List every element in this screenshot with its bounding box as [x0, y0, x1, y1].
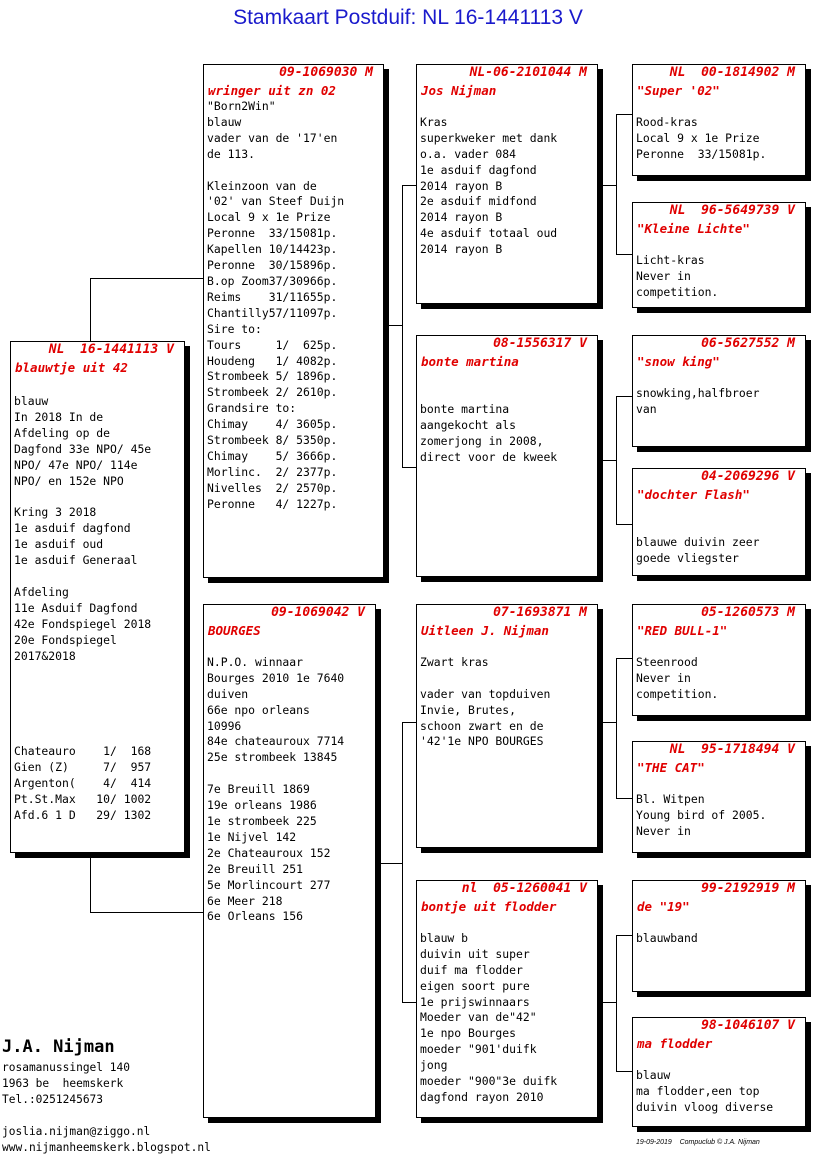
owner-address: rosamanussingel 140 1963 be heemskerk Tel.:0251245673 [2, 1061, 130, 1106]
pigeon-details: blauw In 2018 In de Afdeling op de Dagfond 33e NPO/ 45e NPO/ 47e NPO/ 114e NPO/ en 152e NPO Kring 3 2018 1e asduif dagfond 1e asduif oud 1e asduif Generaal Afdeling 11e Asduif Dagfond 42e Fondspiegel 2018 20e Fondspiegel 2017&2018 Chateauro 1/ 168 Gien (Z) 7/ 957 Argenton( 4/ 414 Pt.St.Max 10/ 1002 Afd.6 1 D 29/ 1302 [14, 394, 152, 822]
pigeon-details: Licht-kras Never in competition. [636, 252, 719, 299]
pigeon-name: Jos Nijman [421, 83, 497, 98]
connector-line [402, 722, 403, 1002]
pigeon-details: bonte martina aangekocht als zomerjong in 2008, direct voor de kweek [420, 401, 558, 464]
ring-number: NL 00-1814902 M [669, 65, 795, 80]
connector-line [616, 396, 617, 524]
connector-line [402, 185, 403, 467]
pigeon-card-ss-dam [632, 202, 806, 308]
pigeon-card-sire-sire [416, 64, 598, 304]
connector-line [402, 185, 416, 186]
connector-line [616, 1071, 632, 1072]
connector-line [616, 798, 632, 799]
ring-number: NL 16-1441113 V [48, 342, 174, 357]
pigeon-details: snowking,halfbroer van [636, 385, 760, 416]
pigeon-details: blauw b duivin uit super duif ma flodder eigen soort pure 1e prijswinnaars Moeder van de"42" 1e npo Bourges moeder "901'duifk jong moeder "900"3e duifk dagfond rayon 2010 [420, 930, 558, 1104]
ring-number: 98-1046107 V [701, 1018, 795, 1033]
owner-contact: joslia.nijman@ziggo.nl www.nijmanheemskerk.blogspot.nl [2, 1125, 211, 1154]
pigeon-card-dam-sire [416, 604, 598, 848]
connector-line [402, 1002, 416, 1003]
ring-number: NL 96-5649739 V [669, 203, 795, 218]
ring-number: nl 05-1260041 V [461, 881, 587, 896]
footer-credit: 19-09-2019 Compuclub © J.A. Nijman [636, 1139, 760, 1146]
connector-line [616, 114, 632, 115]
ring-number: 09-1069030 M [279, 65, 373, 80]
pigeon-card-ds-sire [632, 604, 806, 716]
ring-number: 99-2192919 M [701, 881, 795, 896]
connector-line [616, 935, 617, 1071]
pigeon-name: "dochter Flash" [637, 487, 750, 502]
page-title: Stamkaart Postduif: NL 16-1441113 V [233, 6, 583, 29]
ring-number: 04-2069296 V [701, 469, 795, 484]
connector-line [402, 467, 416, 468]
owner-name: J.A. Nijman [2, 1037, 115, 1057]
pigeon-name: "THE CAT" [637, 760, 705, 775]
ring-number: 06-5627552 M [701, 336, 795, 351]
pigeon-card-sire-dam [416, 335, 598, 577]
pigeon-card-dam [203, 604, 376, 1118]
connector-line [616, 658, 617, 798]
connector-line [616, 254, 632, 255]
pigeon-details: N.P.O. winnaar Bourges 2010 1e 7640 duiven 66e npo orleans 10996 84e chateauroux 7714 25e strombeek 13845 7e Breuill 1869 19e orleans 1986 1e strombeek 225 1e Nijvel 142 2e Chateauroux 152 2e Breuill 251 5e Morlincourt 277 6e Meer 218 6e Orleans 156 [207, 654, 345, 924]
pigeon-card-dd-sire [632, 880, 806, 992]
pigeon-name: wringer uit zn 02 [208, 83, 336, 98]
pigeon-name: Uitleen J. Nijman [421, 623, 549, 638]
pigeon-card-dd-dam [632, 1017, 806, 1127]
pigeon-card-dam-dam [416, 880, 598, 1118]
pigeon-name: blauwtje uit 42 [15, 360, 128, 375]
connector-line [616, 524, 632, 525]
ring-number: 09-1069042 V [271, 605, 365, 620]
pigeon-name: "snow king" [637, 354, 720, 369]
connector-line [598, 722, 616, 723]
connector-line [598, 1002, 616, 1003]
pigeon-card-ds-dam [632, 741, 806, 853]
pigeon-name: bontje uit flodder [421, 899, 557, 914]
pigeon-card-sd-dam [632, 468, 806, 576]
pigeon-name: "RED BULL-1" [637, 623, 728, 638]
pigeon-card-ss-sire [632, 64, 806, 176]
ring-number: NL-06-2101044 M [469, 65, 587, 80]
pigeon-name: BOURGES [208, 623, 261, 638]
connector-line [616, 935, 632, 936]
pigeon-card-sire [203, 64, 384, 578]
connector-line [598, 460, 616, 461]
pigeon-name: de "19" [637, 899, 690, 914]
pigeon-details: blauw ma flodder,een top duivin vloog diverse [636, 1067, 774, 1114]
connector-line [616, 658, 632, 659]
pigeon-card-sd-sire [632, 335, 806, 447]
pigeon-details: Kras superkweker met dank o.a. vader 084 1e asduif dagfond 2014 rayon B 2e asduif midfond 2014 rayon B 4e asduif totaal oud 2014 rayon B [420, 114, 558, 257]
connector-line [402, 722, 416, 723]
pigeon-name: bonte martina [421, 354, 519, 369]
ring-number: 07-1693871 M [493, 605, 587, 620]
pigeon-name: ma flodder [637, 1036, 713, 1051]
connector-line [90, 854, 91, 912]
connector-line [90, 912, 204, 913]
connector-line [90, 278, 91, 342]
pigeon-details: blauwe duivin zeer goede vliegster [636, 534, 760, 565]
ring-number: 05-1260573 M [701, 605, 795, 620]
connector-line [90, 278, 204, 279]
connector-line [376, 863, 402, 864]
connector-line [598, 185, 616, 186]
connector-line [616, 396, 632, 397]
pigeon-details: blauwband [636, 930, 698, 945]
pigeon-details: Rood-kras Local 9 x 1e Prize Peronne 33/15081p. [636, 114, 767, 161]
connector-line [384, 325, 402, 326]
ring-number: NL 95-1718494 V [669, 742, 795, 757]
connector-line [616, 114, 617, 254]
pigeon-name: "Super '02" [637, 83, 720, 98]
pigeon-details: "Born2Win" blauw vader van de '17'en de 113. Kleinzoon van de '02' van Steef Duijn Local 9 x 1e Prize Peronne 33/15081p. Kapellen 10/14423p. Peronne 30/15896p. B.op Zoom37/30966p. Reims 31/11655p. Chantilly57/11097p. Sire to: Tours 1/ 625p. Houdeng 1/ 4082p. Strombeek 5/ 1896p. Strombeek 2/ 2610p. Grandsire to: Chimay 4/ 3605p. Strombeek 8/ 5350p. Chimay 5/ 3666p. Morlinc. 2/ 2377p. Nivelles 2/ 2570p. Peronne 4/ 1227p. [207, 99, 345, 511]
pigeon-card-subject [10, 341, 185, 853]
pigeon-details: Zwart kras vader van topduiven Invie, Brutes, schoon zwart en de '42'1e NPO BOURGES [420, 654, 551, 749]
pigeon-details: Bl. Witpen Young bird of 2005. Never in [636, 791, 767, 838]
ring-number: 08-1556317 V [493, 336, 587, 351]
pigeon-details: Steenrood Never in competition. [636, 654, 719, 701]
pigeon-name: "Kleine Lichte" [637, 221, 750, 236]
